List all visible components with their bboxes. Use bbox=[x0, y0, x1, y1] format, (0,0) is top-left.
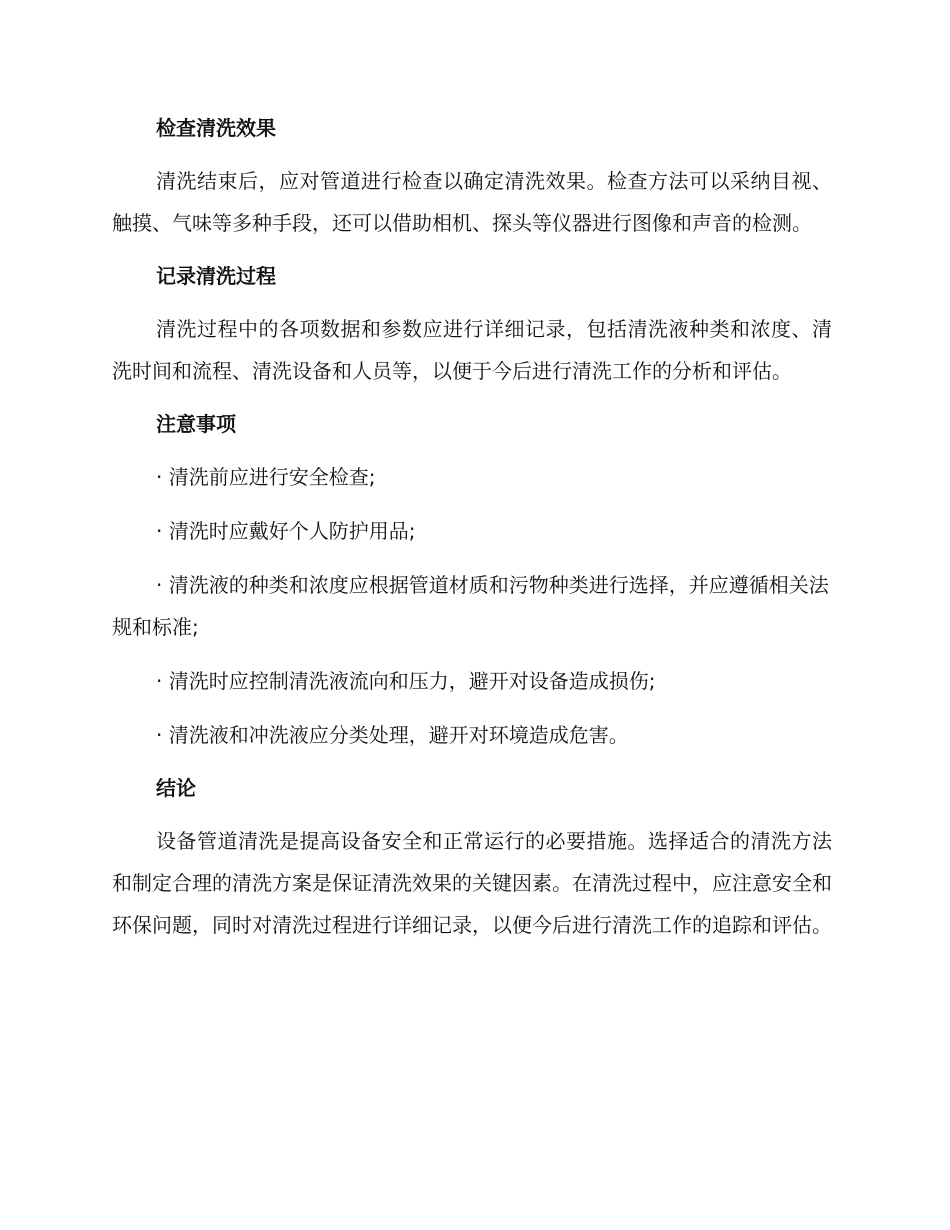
section-heading-record: 记录清洗过程 bbox=[156, 264, 276, 288]
precaution-item: · 清洗液和冲洗液应分类处理，避开对环境造成危害。 bbox=[156, 723, 629, 747]
section-paragraph-conclusion: 设备管道清洗是提高设备安全和正常运行的必要措施。选择适合的清洗方法和制定合理的清洗方案是保证清洗效果的关键因素。在清洗过程中，应注意安全和环保问题，同时对清洗过程进行详细记录，以便今后进行清洗工作的追踪和评估。 bbox=[112, 829, 832, 937]
section-heading-precautions: 注意事项 bbox=[156, 412, 236, 436]
document-page bbox=[112, 108, 832, 958]
section-paragraph-inspection: 清洗结束后，应对管道进行检查以确定清洗效果。检查方法可以采纳目视、触摸、气味等多种手段，还可以借助相机、探头等仪器进行图像和声音的检测。 bbox=[112, 169, 832, 235]
precaution-item: · 清洗时应戴好个人防护用品; bbox=[156, 519, 416, 543]
precaution-item: · 清洗时应控制清洗液流向和压力，避开对设备造成损伤; bbox=[156, 669, 656, 693]
precaution-item: · 清洗前应进行安全检查; bbox=[156, 465, 376, 489]
precaution-item: · 清洗液的种类和浓度应根据管道材质和污物种类进行选择，并应遵循相关法规和标准; bbox=[112, 573, 829, 639]
section-heading-conclusion: 结论 bbox=[156, 776, 196, 800]
section-paragraph-record: 清洗过程中的各项数据和参数应进行详细记录，包括清洗液种类和浓度、清洗时间和流程、清洗设备和人员等，以便于今后进行清洗工作的分析和评估。 bbox=[112, 317, 832, 383]
section-heading-inspection: 检查清洗效果 bbox=[156, 116, 276, 140]
